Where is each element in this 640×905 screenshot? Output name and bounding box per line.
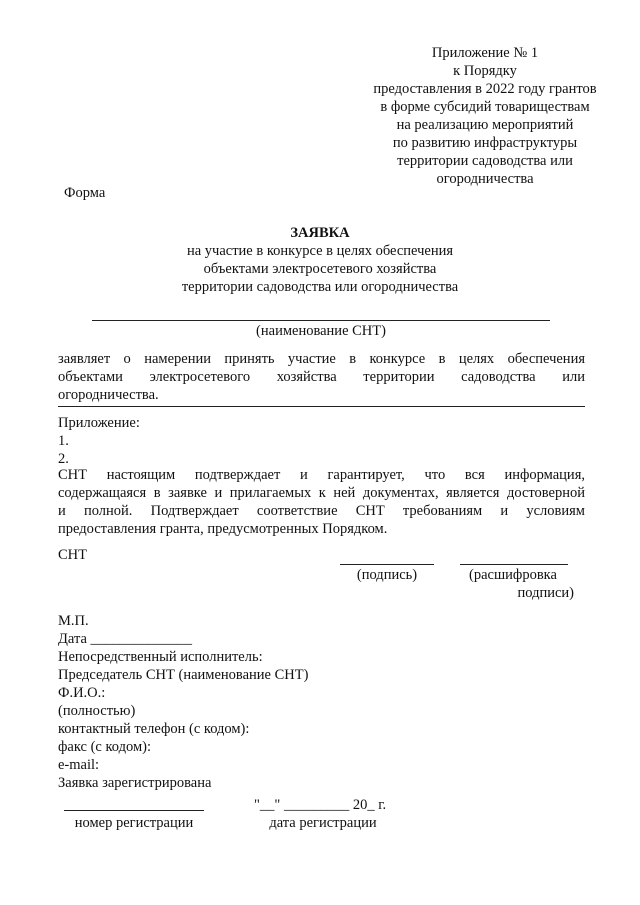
registered-label: Заявка зарегистрирована <box>58 775 212 791</box>
stamp-label: М.П. <box>58 613 89 629</box>
appendix-line: территории садоводства или <box>397 153 573 169</box>
guarantee-line: СНТ настоящим подтверждает и гарантирует, что вся информация, <box>58 467 585 483</box>
registration-number-caption: номер регистрации <box>74 815 194 831</box>
email-label: e-mail: <box>58 757 100 773</box>
decode-caption-line: подписи) <box>517 585 574 601</box>
title-line: территории садоводства или огородничества <box>181 279 459 295</box>
appendix-line: на реализацию мероприятий <box>396 117 574 133</box>
phone-label: контактный телефон (с кодом): <box>58 721 250 737</box>
details-block <box>58 612 308 792</box>
document-title <box>90 224 550 296</box>
fax-label: факс (с кодом): <box>58 739 151 755</box>
guarantee-line: предоставления гранта, предусмотренных Порядком. <box>58 521 388 537</box>
appendix-line: к Порядку <box>453 63 517 79</box>
signature-line <box>340 564 434 565</box>
registration-number-line <box>64 810 204 811</box>
fio-label: Ф.И.О.: <box>58 685 106 701</box>
appendix-line: огородничества <box>436 171 534 187</box>
signature-decode-caption <box>448 566 578 602</box>
guarantee-paragraph <box>58 466 585 538</box>
signature-caption: (подпись) <box>356 567 418 583</box>
statement-paragraph <box>58 350 585 404</box>
guarantee-line: содержащаяся в заявке и прилагаемых к ней документах, является достоверной <box>58 485 585 501</box>
statement-line: заявляет о намерении принять участие в конкурсе в целях обеспечения <box>58 351 585 367</box>
registration-date-caption: дата регистрации <box>269 815 377 831</box>
snt-signature-label: СНТ <box>58 547 87 563</box>
statement-line: объектами электросетевого хозяйства территории садоводства или <box>58 369 585 385</box>
appendix-line: в форме субсидий товариществам <box>380 99 590 115</box>
decode-caption-line: (расшифровка <box>469 567 557 583</box>
attachments-label: Приложение: <box>58 415 140 431</box>
separator-line <box>58 406 585 407</box>
attachments <box>58 414 140 468</box>
title-heading: ЗАЯВКА <box>290 225 350 241</box>
appendix-header <box>360 44 610 188</box>
fio-full-label: (полностью) <box>58 703 136 719</box>
title-line: объектами электросетевого хозяйства <box>203 261 437 277</box>
snt-name-line <box>92 320 550 321</box>
date-field: Дата ______________ <box>58 631 193 647</box>
executor-label: Непосредственный исполнитель: <box>58 649 263 665</box>
title-line: на участие в конкурсе в целях обеспечения <box>186 243 454 259</box>
appendix-line: предоставления в 2022 году грантов <box>373 81 597 97</box>
appendix-line: Приложение № 1 <box>431 45 539 61</box>
chairman-label: Председатель СНТ (наименование СНТ) <box>58 667 309 683</box>
appendix-line: по развитию инфраструктуры <box>392 135 578 151</box>
statement-line: огородничества. <box>58 387 159 403</box>
attachment-item: 1. <box>58 433 69 449</box>
signature-decode-line <box>460 564 568 565</box>
registration-date-field: "__" _________ 20_ г. <box>254 797 387 813</box>
form-label: Форма <box>64 185 106 201</box>
guarantee-line: и полной. Подтверждает соответствие СНТ требованиям и условиям <box>58 503 585 519</box>
attachment-item: 2. <box>58 451 69 467</box>
snt-name-caption: (наименование СНТ) <box>256 323 386 339</box>
